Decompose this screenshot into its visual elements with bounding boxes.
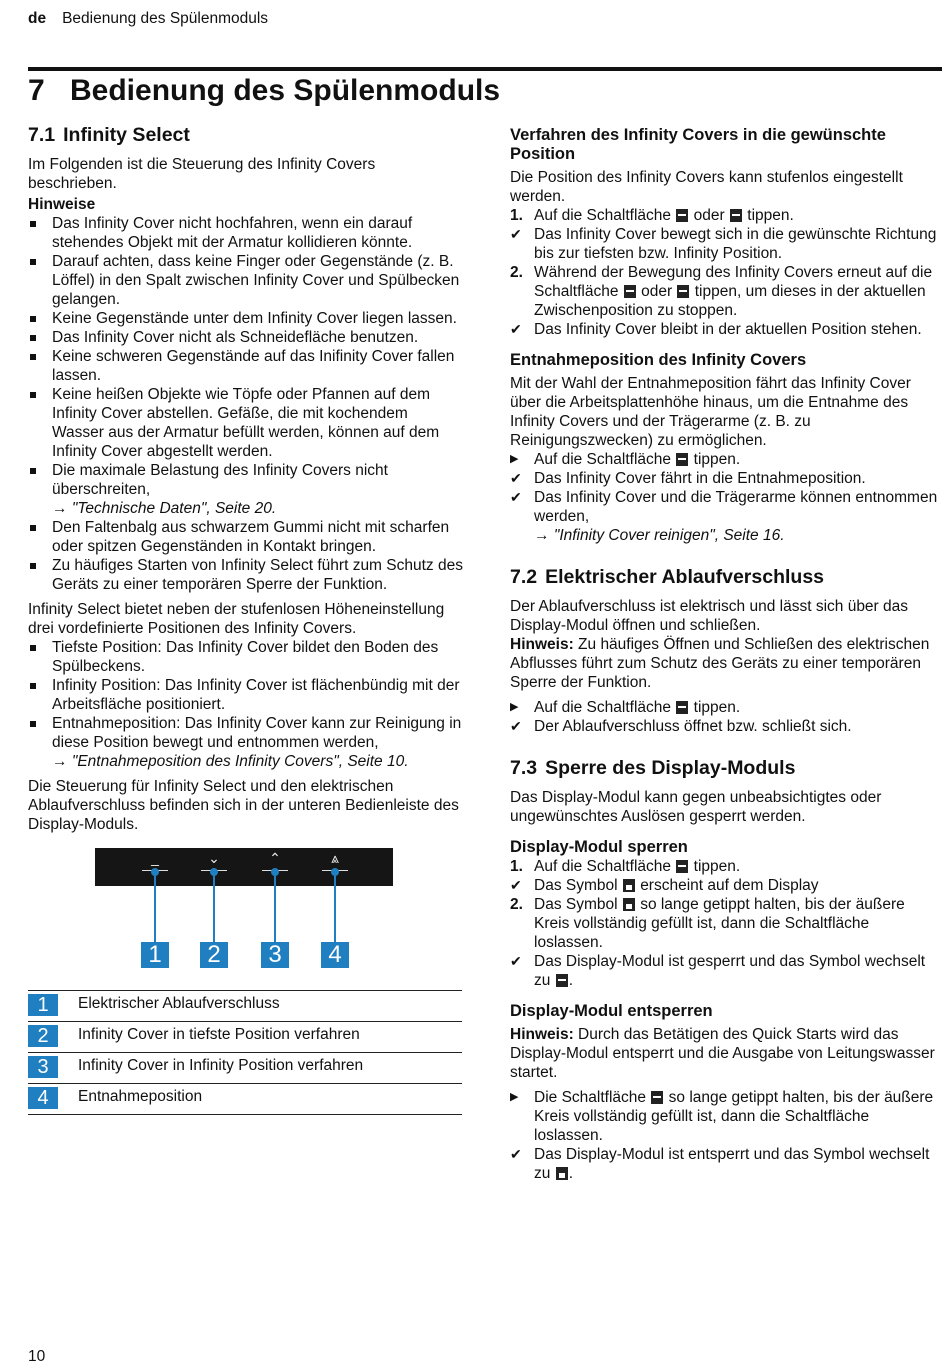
result-item [510, 488, 942, 545]
list-item: Das Infinity Cover nicht hochfahren, wenn ein darauf stehendes Objekt mit der Armatur kollidieren könnte. [28, 214, 464, 252]
list-item-text: Entnahmeposition: Das Infinity Cover kann zur Reinigung in diese Position bewegt und entnommen werden, [52, 715, 462, 751]
section-number: 7.2 [510, 566, 538, 588]
result-text: Das Infinity Cover bleibt in der aktuellen Position stehen. [534, 321, 922, 338]
action-item [510, 450, 942, 469]
section-title: Sperre des Display-Moduls [545, 757, 796, 779]
xref-text: "Entnahmeposition des Infinity Covers", Seite 10. [71, 753, 409, 770]
callout-line [334, 872, 336, 942]
chapter-number: 7 [28, 74, 45, 107]
unlock-steps [510, 1088, 942, 1183]
action-text: so lange getippt halten, bis der äußere Kreis vollständig gefüllt ist, dann die Schaltfläche loslassen. [534, 1089, 934, 1144]
section-7-3-heading [510, 756, 942, 780]
language-code: de [28, 10, 47, 27]
section-title: Infinity Select [63, 124, 190, 146]
result-text: erscheint auf dem Display [640, 877, 819, 894]
list-item-text: Die maximale Belastung des Infinity Covers nicht überschreiten, [52, 462, 388, 498]
note-text: Zu häufiges Öffnen und Schließen des elektrischen Abflusses führt zum Schutz des Geräts zu einer temporären Sperre der Funktion. [510, 636, 930, 691]
action-item [510, 1088, 942, 1145]
callout-number: 3 [261, 942, 289, 968]
step-item [510, 206, 942, 225]
step-text: so lange getippt halten, bis der äußere Kreis vollständig gefüllt ist, dann die Schaltfläche loslassen. [534, 896, 905, 951]
section-intro: Im Folgenden ist die Steuerung des Infinity Covers beschrieben. [28, 156, 376, 192]
result-text: Das Display-Modul ist entsperrt und das Symbol wechselt zu [534, 1146, 930, 1182]
list-item: Keine heißen Objekte wie Töpfe oder Pfannen auf dem Infinity Cover abstellen. Gefäße, die mit kochendem Wasser aus der Armatur befüllt werden, können auf dem Infinity Cover abgestellt werden. [28, 385, 464, 461]
legend-text: Infinity Cover in Infinity Position verfahren [78, 1053, 462, 1084]
table-row [28, 1022, 462, 1053]
result-text: Der Ablaufverschluss öffnet bzw. schließt sich. [534, 718, 852, 735]
unlock-note [510, 1025, 942, 1082]
arrow-right-icon: → [52, 500, 68, 517]
step-item [510, 263, 942, 320]
table-row [28, 1084, 462, 1115]
lock-steps [510, 857, 942, 990]
lock-button-icon [676, 860, 688, 873]
result-text: Das Display-Modul ist gesperrt und das Symbol wechselt zu [534, 953, 926, 989]
legend-number: 3 [28, 1056, 58, 1078]
drain-button-icon [676, 701, 688, 714]
step-text: Auf die Schaltfläche [534, 207, 672, 224]
check-icon: ✔ [510, 953, 522, 969]
triangle-right-icon: ▶ [510, 453, 519, 465]
lock-open-icon [556, 1167, 568, 1180]
raise-button-icon [677, 285, 689, 298]
callout-markers [95, 886, 393, 982]
unlock-heading: Display-Modul entsperren [510, 1002, 713, 1020]
cross-reference-link[interactable] [52, 753, 409, 770]
drain-note [510, 635, 942, 692]
list-item: Keine schweren Gegenstände auf das Inifinity Cover fallen lassen. [28, 347, 464, 385]
list-item: Den Faltenbalg aus schwarzem Gummi nicht mit scharfen oder spitzen Gegenständen in Kontakt bringen. [28, 518, 464, 556]
check-icon: ✔ [510, 470, 522, 486]
double-chevron-up-icon: ⩓ [331, 850, 339, 866]
note-text: Durch das Betätigen des Quick Starts wird das Display-Modul entsperrt und die Ausgabe von Leitungswasser startet. [510, 1026, 935, 1081]
left-column [28, 123, 464, 1115]
action-text: Auf die Schaltfläche [534, 699, 672, 716]
move-heading: Verfahren des Infinity Covers in die gewünschte Position [510, 126, 886, 163]
callout-line [213, 872, 215, 942]
action-text: tippen. [693, 699, 741, 716]
action-text: Auf die Schaltfläche [534, 451, 672, 468]
raise-button-icon [730, 209, 742, 222]
result-item [510, 469, 942, 488]
step-text: oder [641, 283, 673, 300]
arrow-right-icon: → [52, 753, 68, 770]
drain-steps [510, 698, 942, 736]
section-number: 7.1 [28, 124, 56, 146]
list-item: Infinity Position: Das Infinity Cover ist flächenbündig mit der Arbeitsfläche positioniert. [28, 676, 464, 714]
legend-number: 2 [28, 1025, 58, 1047]
lock-intro: Das Display-Modul kann gegen unbeabsichtigtes oder ungewünschtes Auslösen gesperrt werden. [510, 789, 882, 825]
move-steps [510, 206, 942, 339]
step-text: oder [693, 207, 725, 224]
lock-heading: Display-Modul sperren [510, 838, 688, 856]
panel-description: Die Steuerung für Infinity Select und den elektrischen Ablaufverschluss befinden sich in der unteren Bedienleiste des Display-Moduls. [28, 778, 459, 833]
result-text: Das Infinity Cover fährt in die Entnahmeposition. [534, 470, 866, 487]
result-text: Das Infinity Cover und die Trägerarme können entnommen werden, [534, 489, 938, 525]
xref-text: "Technische Daten", Seite 20. [71, 500, 277, 517]
list-item: Tiefste Position: Das Infinity Cover bildet den Boden des Spülbeckens. [28, 638, 464, 676]
result-text: . [568, 1165, 573, 1182]
check-icon: ✔ [510, 718, 522, 734]
cross-reference-link[interactable] [534, 527, 785, 544]
legend-text: Infinity Cover in tiefste Position verfahren [78, 1022, 462, 1053]
table-row [28, 1053, 462, 1084]
triangle-right-icon: ▶ [510, 1091, 519, 1103]
list-item: Keine Gegenstände unter dem Infinity Cover liegen lassen. [28, 309, 464, 328]
step-text: tippen, um dieses in der aktuellen Zwischenposition zu stoppen. [534, 283, 926, 319]
control-panel-figure [95, 848, 393, 886]
step-item [510, 857, 942, 876]
cross-reference-link[interactable] [52, 500, 276, 517]
step-text: Während der Bewegung des Infinity Covers erneut auf die Schaltfläche [534, 264, 933, 300]
arrow-right-icon: → [534, 527, 550, 544]
callout-line [274, 872, 276, 942]
result-text: . [568, 972, 573, 989]
check-icon: ✔ [510, 489, 522, 505]
lower-button-icon [676, 209, 688, 222]
step-number: 2. [510, 264, 523, 281]
result-item [510, 1145, 942, 1183]
callout-number: 1 [141, 942, 169, 968]
action-text: tippen. [693, 451, 741, 468]
check-icon: ✔ [510, 226, 522, 242]
chevron-down-icon: ⌄ [208, 850, 220, 866]
result-item [510, 952, 942, 990]
action-item [510, 698, 942, 717]
positions-intro: Infinity Select bietet neben der stufenlosen Höheneinstellung drei vordefinierte Positionen des Infinity Covers. [28, 601, 445, 637]
section-title: Elektrischer Ablaufverschluss [545, 566, 825, 588]
result-item [510, 225, 942, 263]
positions-list [28, 638, 464, 771]
list-item: Das Infinity Cover nicht als Schneidefläche benutzen. [28, 328, 464, 347]
step-number: 1. [510, 207, 523, 224]
step-text: Auf die Schaltfläche [534, 858, 672, 875]
legend-text: Elektrischer Ablaufverschluss [78, 991, 462, 1022]
step-item [510, 895, 942, 952]
legend-table [28, 990, 462, 1115]
lock-open-icon [623, 879, 635, 892]
legend-text: Entnahmeposition [78, 1084, 462, 1115]
check-icon: ✔ [510, 877, 522, 893]
table-row [28, 991, 462, 1022]
move-intro: Die Position des Infinity Covers kann stufenlos eingestellt werden. [510, 169, 903, 205]
callout-number: 4 [321, 942, 349, 968]
running-header [28, 9, 268, 28]
result-text: Das Infinity Cover bewegt sich in die gewünschte Richtung bis zur tiefsten bzw. Infinity Position. [534, 226, 937, 262]
action-text: Die Schaltfläche [534, 1089, 647, 1106]
legend-number: 4 [28, 1087, 58, 1109]
xref-text: "Infinity Cover reinigen", Seite 16. [553, 527, 785, 544]
legend-number: 1 [28, 994, 58, 1016]
triangle-right-icon: ▶ [510, 701, 519, 713]
result-item [510, 717, 942, 736]
removal-steps [510, 450, 942, 545]
check-icon: ✔ [510, 1146, 522, 1162]
chapter-title [28, 72, 500, 110]
step-text: Das Symbol [534, 896, 618, 913]
right-column [510, 126, 942, 1183]
drain-button-icon: _ [151, 850, 159, 866]
header-title: Bedienung des Spülenmoduls [62, 10, 269, 27]
note-label: Hinweis: [510, 1026, 574, 1043]
notes-list [28, 214, 464, 594]
step-text: tippen. [747, 207, 794, 224]
callout-line [154, 872, 156, 942]
removal-intro: Mit der Wahl der Entnahmeposition fährt das Infinity Cover über die Arbeitsplattenhöhe hinaus, um die Entnahme des Infinity Covers und der Trägerarme (z. B. zu Reinigungszwecken) zu ermöglichen. [510, 375, 911, 449]
chevron-up-icon: ⌃ [269, 850, 281, 866]
lock-closed-icon [651, 1091, 663, 1104]
callout-number: 2 [200, 942, 228, 968]
step-text: tippen. [693, 858, 741, 875]
chapter-title-text: Bedienung des Spülenmoduls [70, 74, 501, 107]
note-label: Hinweis: [510, 636, 574, 653]
lower-button-icon [624, 285, 636, 298]
removal-button-icon [676, 453, 688, 466]
result-item [510, 876, 942, 895]
check-icon: ✔ [510, 321, 522, 337]
chapter-rule [28, 67, 942, 71]
section-7-2-heading [510, 565, 942, 589]
list-item [28, 461, 464, 518]
step-number: 2. [510, 896, 523, 913]
drain-intro: Der Ablaufverschluss ist elektrisch und lässt sich über das Display-Modul öffnen und schließen. [510, 598, 909, 634]
lock-closed-icon [556, 974, 568, 987]
result-text: Das Symbol [534, 877, 618, 894]
list-item: Darauf achten, dass keine Finger oder Gegenstände (z. B. Löffel) in den Spalt zwischen Infinity Cover und Spülbecken gelangen. [28, 252, 464, 309]
list-item: Zu häufiges Starten von Infinity Select führt zum Schutz des Geräts zu einer temporären Sperre der Funktion. [28, 556, 464, 594]
result-item [510, 320, 942, 339]
notes-label: Hinweise [28, 196, 96, 213]
section-7-1-heading [28, 123, 464, 147]
step-number: 1. [510, 858, 523, 875]
lock-open-icon [623, 898, 635, 911]
removal-heading: Entnahmeposition des Infinity Covers [510, 351, 807, 369]
section-number: 7.3 [510, 757, 538, 779]
list-item [28, 714, 464, 771]
page-number: 10 [28, 1348, 46, 1365]
